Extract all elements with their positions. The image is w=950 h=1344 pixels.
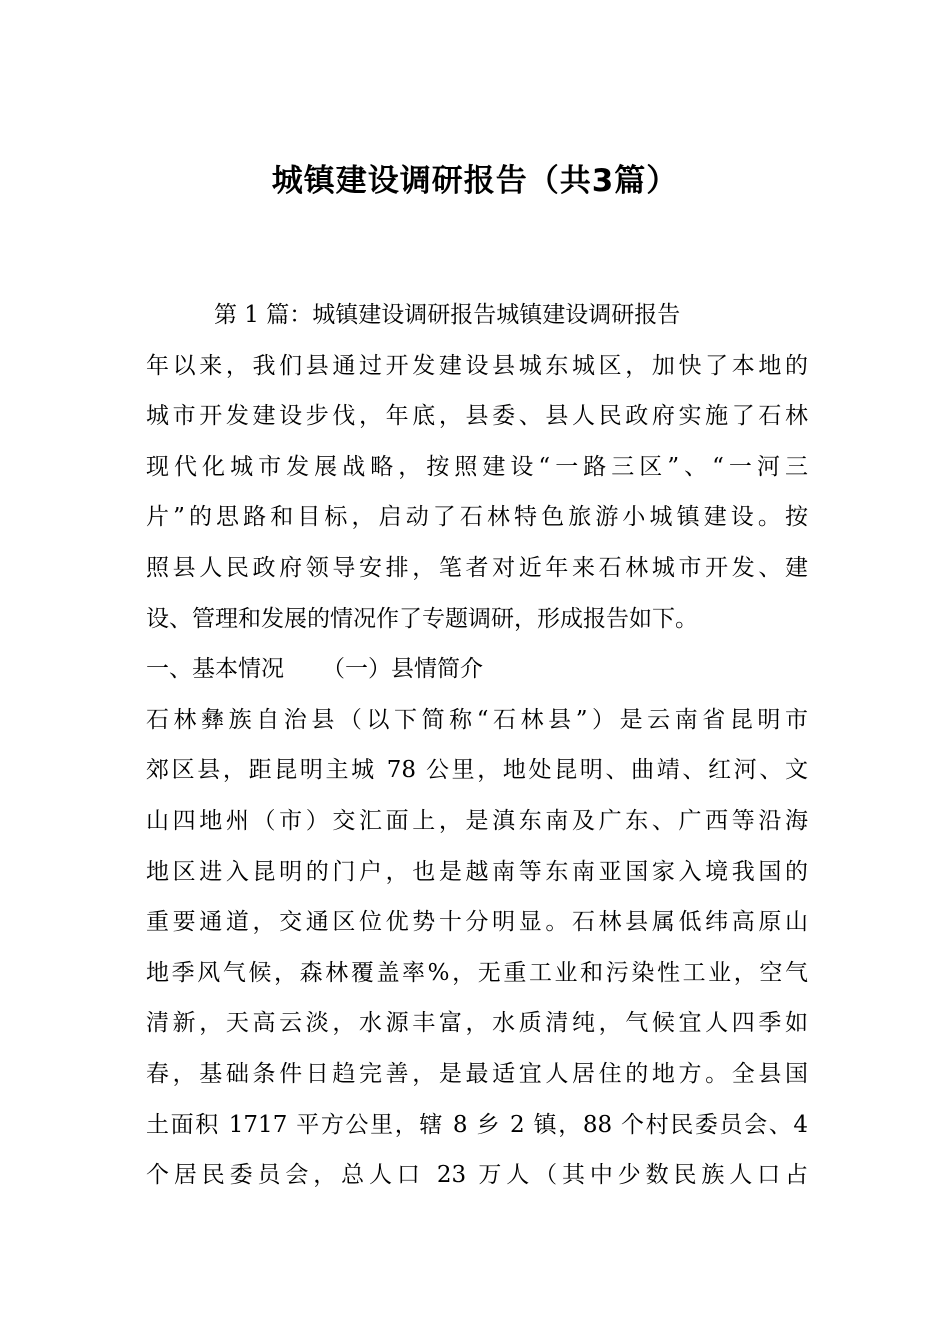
paragraph-line: 个居民委员会，总人口 23 万人（其中少数民族人口占	[146, 1162, 808, 1189]
paragraph-line: 郊区县，距昆明主城 78 公里，地处昆明、曲靖、红河、文	[146, 757, 808, 784]
paragraph-line: 现代化城市发展战略，按照建设“一路三区”、“一河三	[146, 453, 808, 480]
paragraph-line: 地区进入昆明的门户，也是越南等东南亚国家入境我国的	[146, 858, 808, 885]
section-heading: 一、基本情况	[146, 656, 284, 683]
paragraph-line: 清新，天高云淡，水源丰富，水质清纯，气候宜人四季如	[146, 1010, 808, 1037]
document-body	[146, 290, 808, 1201]
section-heading-line	[146, 644, 808, 695]
paragraph-line: 设、管理和发展的情况作了专题调研，形成报告如下。	[146, 605, 698, 632]
paragraph-line: 年以来，我们县通过开发建设县城东城区，加快了本地的	[146, 352, 808, 379]
paragraph-line: 春，基础条件日趋完善，是最适宜人居住的地方。全县国	[146, 1060, 808, 1087]
chapter-heading: 第 1 篇：城镇建设调研报告城镇建设调研报告	[214, 302, 681, 328]
paragraph-line: 照县人民政府领导安排，笔者对近年来石林城市开发、建	[146, 554, 808, 581]
paragraph-line: 土面积 1717 平方公里，辖 8 乡 2 镇，88 个村民委员会、4	[146, 1111, 808, 1138]
paragraph-line: 片”的思路和目标，启动了石林特色旅游小城镇建设。按	[146, 504, 808, 531]
document-title: 城镇建设调研报告（共3篇）	[271, 163, 679, 199]
paragraph-line: 山四地州（市）交汇面上，是滇东南及广东、广西等沿海	[146, 807, 808, 834]
paragraph-line: 城市开发建设步伐，年底，县委、县人民政府实施了石林	[146, 403, 808, 430]
paragraph-line: 地季风气候，森林覆盖率%，无重工业和污染性工业，空气	[146, 959, 808, 986]
subsection-heading: （一）县情简介	[322, 656, 483, 683]
paragraph-line: 石林彝族自治县（以下简称“石林县”）是云南省昆明市	[146, 706, 808, 733]
paragraph-line: 重要通道，交通区位优势十分明显。石林县属低纬高原山	[146, 909, 808, 936]
